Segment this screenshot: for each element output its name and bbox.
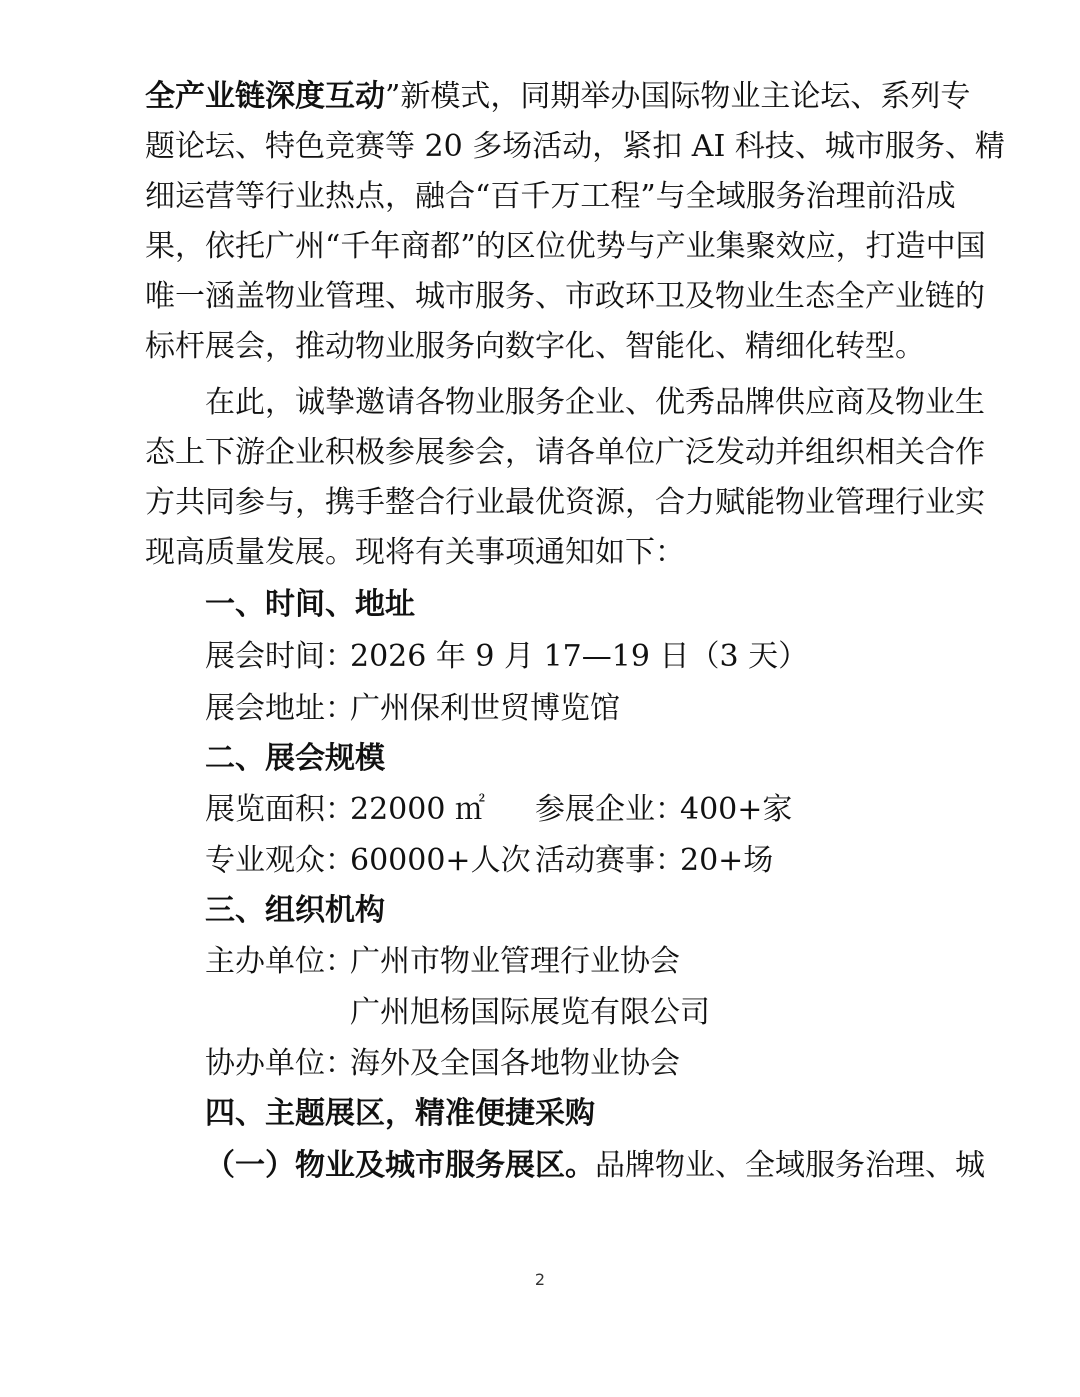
exhibition-venue-label: 展会地址： bbox=[205, 691, 355, 726]
exhibition-venue-value: 广州保利世贸博览馆 bbox=[350, 691, 620, 726]
co-organizer-label: 协办单位： bbox=[205, 1046, 355, 1081]
invite-line-3: 方共同参与，携手整合行业最优资源，合力赋能物业管理行业实 bbox=[145, 485, 985, 520]
section-4-sub-1 bbox=[205, 1141, 985, 1191]
area-label: 展览面积： bbox=[205, 792, 355, 827]
intro-line-4: 果，依托广州“千年商都”的区位优势与产业集聚效应，打造中国 bbox=[145, 229, 986, 264]
visitors-label: 专业观众： bbox=[205, 843, 355, 878]
section-3-heading: 三、组织机构 bbox=[205, 893, 385, 928]
intro-line-6: 标杆展会，推动物业服务向数字化、智能化、精细化转型。 bbox=[145, 329, 925, 364]
invite-line-1: 在此，诚挚邀请各物业服务企业、优秀品牌供应商及物业生 bbox=[205, 385, 985, 420]
invite-line-4: 现高质量发展。现将有关事项通知如下： bbox=[145, 535, 685, 570]
section-1-heading: 一、时间、地址 bbox=[205, 587, 415, 622]
intro-bold-phrase: 全产业链深度互动 bbox=[145, 79, 385, 114]
exhibitors-label: 参展企业： bbox=[535, 792, 685, 827]
events-label: 活动赛事： bbox=[535, 843, 685, 878]
host-label: 主办单位： bbox=[205, 944, 355, 979]
events-value: 20+场 bbox=[680, 843, 774, 878]
invite-line-2: 态上下游企业积极参展参会，请各单位广泛发动并组织相关合作 bbox=[145, 435, 985, 470]
co-organizer-value: 海外及全国各地物业协会 bbox=[350, 1046, 680, 1081]
host-value-1: 广州市物业管理行业协会 bbox=[350, 944, 680, 979]
section-4-heading: 四、主题展区，精准便捷采购 bbox=[205, 1096, 595, 1131]
sub-1-title: （一）物业及城市服务展区。 bbox=[205, 1148, 595, 1183]
page-number: 2 bbox=[534, 1270, 546, 1289]
exhibition-time-label: 展会时间： bbox=[205, 639, 355, 674]
visitors-value: 60000+人次 bbox=[350, 843, 531, 878]
intro-line-5: 唯一涵盖物业管理、城市服务、市政环卫及物业生态全产业链的 bbox=[145, 279, 985, 314]
section-2-heading: 二、展会规模 bbox=[205, 741, 385, 776]
sub-1-text: 品牌物业、全域服务治理、城 bbox=[595, 1148, 985, 1183]
intro-line-3: 细运营等行业热点，融合“百千万工程”与全域服务治理前沿成 bbox=[145, 179, 956, 214]
area-value: 22000 ㎡ bbox=[350, 792, 485, 827]
exhibition-time-value: 2026 年 9 月 17—19 日（3 天） bbox=[350, 639, 809, 674]
host-value-2: 广州旭杨国际展览有限公司 bbox=[350, 995, 710, 1030]
intro-line-1-rest: ”新模式，同期举办国际物业主论坛、系列专 bbox=[385, 79, 971, 114]
intro-line-1 bbox=[145, 72, 971, 122]
exhibitors-value: 400+家 bbox=[680, 792, 793, 827]
intro-line-2: 题论坛、特色竞赛等 20 多场活动，紧扣 AI 科技、城市服务、精 bbox=[145, 129, 1005, 164]
